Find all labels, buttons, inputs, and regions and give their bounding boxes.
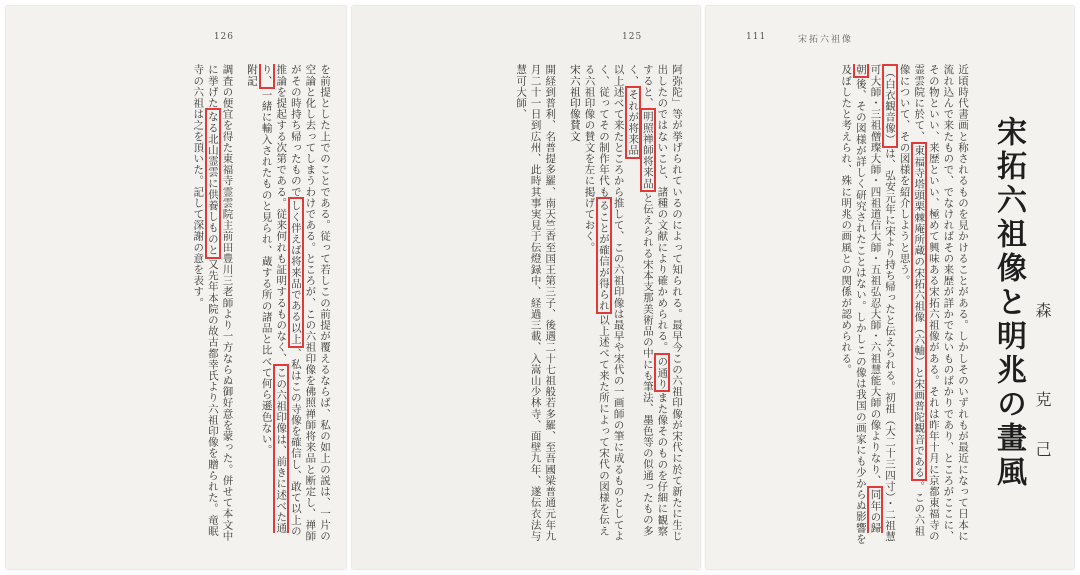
text-run: 以上述べて来たところから推して、この六祖印像は最早や宋代の一画師の筆に成るものとしてよく、従ってその制作年代も [598, 64, 625, 542]
text-run: 近頃時代書画と称されるものを見かけることがある。しかしそのいずれもが最近になって日本に流れ込んで来たもので、でなければその来歴が詳かでないものばかりであり、ところがここに、その物といい、来歴といい、極めて興味ある宋拓六祖像がある。それは昨年十月に京都東福寺の霊雲院に於て、 [913, 64, 969, 542]
text-run: と伝えられる宋本支那美術品の中にも筆法、墨色等の似通ったもの多く、 [627, 64, 654, 537]
highlight-box: この六祖印像は、前きに述べた通り、 [260, 64, 288, 534]
paragraph [513, 64, 557, 545]
article-title: 宋拓六祖像と明兆の畫風 [991, 116, 1026, 490]
text-run: は、弘安元年に宋より持ち帰ったと伝えられる。初祖（大二十三四寸）・二祖慧可大師・三祖僧璨大師・四祖道信大師・五祖弘忍大師・六祖慧能大師の像よりなり、 [869, 64, 897, 543]
highlight-box: （白衣観音像） [882, 64, 898, 148]
page-number: 125 [622, 32, 643, 42]
body-text [720, 64, 970, 545]
text-run: 一緒に輸入されたものと見られ、蔵する所の諸品と比べて何ら遜色ない。 [260, 89, 273, 456]
section-heading: 宋六祖印像賛文 [568, 64, 581, 142]
body-text [20, 64, 332, 545]
left-page [6, 6, 346, 569]
text-run: また像そのものを仔細に観察すると、 [641, 64, 669, 537]
highlight-box: しく伴えば将来品である以上 [288, 197, 304, 347]
section-heading: 附記 [246, 64, 259, 87]
right-page [706, 6, 1074, 569]
running-head: 宋拓六祖像 [798, 35, 854, 45]
paragraph [191, 64, 235, 545]
text-run: を前提とした上でのことである。従って若しこの前提が覆えるならば、私の如上の説は、一片の空論と化し去ってしまうわけである。ところが、この六祖印像を佛照禅師将来品と断定し、禅師がその時持ち帰ったもので [289, 64, 331, 542]
paragraph [582, 64, 626, 545]
highlight-box: ることが確信が得られ [596, 197, 612, 314]
middle-page [352, 6, 700, 569]
text-run: 調査の便宜を得た東福寺霊雲院主前田豊川三老師より一方ならぬ御好意を蒙った。併せて本文中に挙げた [206, 64, 234, 542]
text-run: 後、その図様が詳しく研究されたことはない。しかしこの像は我国の画家にも少からぬ影響を及ぼしたと考えられ、殊に明兆の画風との関係が認められる。 [840, 64, 867, 545]
highlight-box: 明照禅師将来品 [640, 108, 656, 192]
paragraph [897, 64, 970, 545]
text-run: 、私はこの寺像を確信し、敢て以上の推論を提起する次第である。従来何れも証明するものなく、 [275, 64, 302, 537]
highlight-box: なる北山霊雲に供養しものと [205, 108, 221, 258]
highlight-box: それが将来品 [625, 86, 641, 159]
highlight-box: 東福寺塔頭栗棘庵所蔵の宋拓六祖像（六軸）と宋画普陀観音である [911, 142, 927, 481]
body-text [368, 64, 684, 545]
highlight-box: 同年の歸朝 [854, 64, 882, 534]
text-run: 開経到普利、名普提多羅、南天竺香至国王第三子、後遇二十七祖般若多羅、至吾國梁普通元年九月二十一日到広州、此時其事実見于伝燈録中、経過三載、入嵩山少林寺、面壁九年、遂伝衣法与慧可大師、 [515, 64, 557, 542]
text-run: 又先年本院の故古都幸氏より六祖印像を贈られた。竜眠寺の六祖は之を頂いた。記して深謝の意を表す。 [192, 64, 219, 537]
paragraph [259, 64, 332, 545]
highlight-box: の通り [654, 353, 670, 392]
text-run: 以上述べて来た所によって宋代の図様を伝える六祖印像の賛文を左に掲げておく。 [583, 64, 611, 537]
paragraph [626, 64, 684, 545]
page-number: 111 [746, 32, 767, 42]
text-run: 。この六祖像について、その図様を紹介しようと思う。 [898, 64, 926, 537]
text-run: 阿弥陀」等が挙げられているのによって知られる。最早今この六祖印像が宋代に於て新たに生じ出したのではないこと、諸種の文献により確かめられる。 [656, 64, 683, 542]
author-name: 森 克己 [1033, 302, 1052, 492]
paragraph [839, 64, 897, 545]
page-number: 126 [213, 32, 234, 42]
